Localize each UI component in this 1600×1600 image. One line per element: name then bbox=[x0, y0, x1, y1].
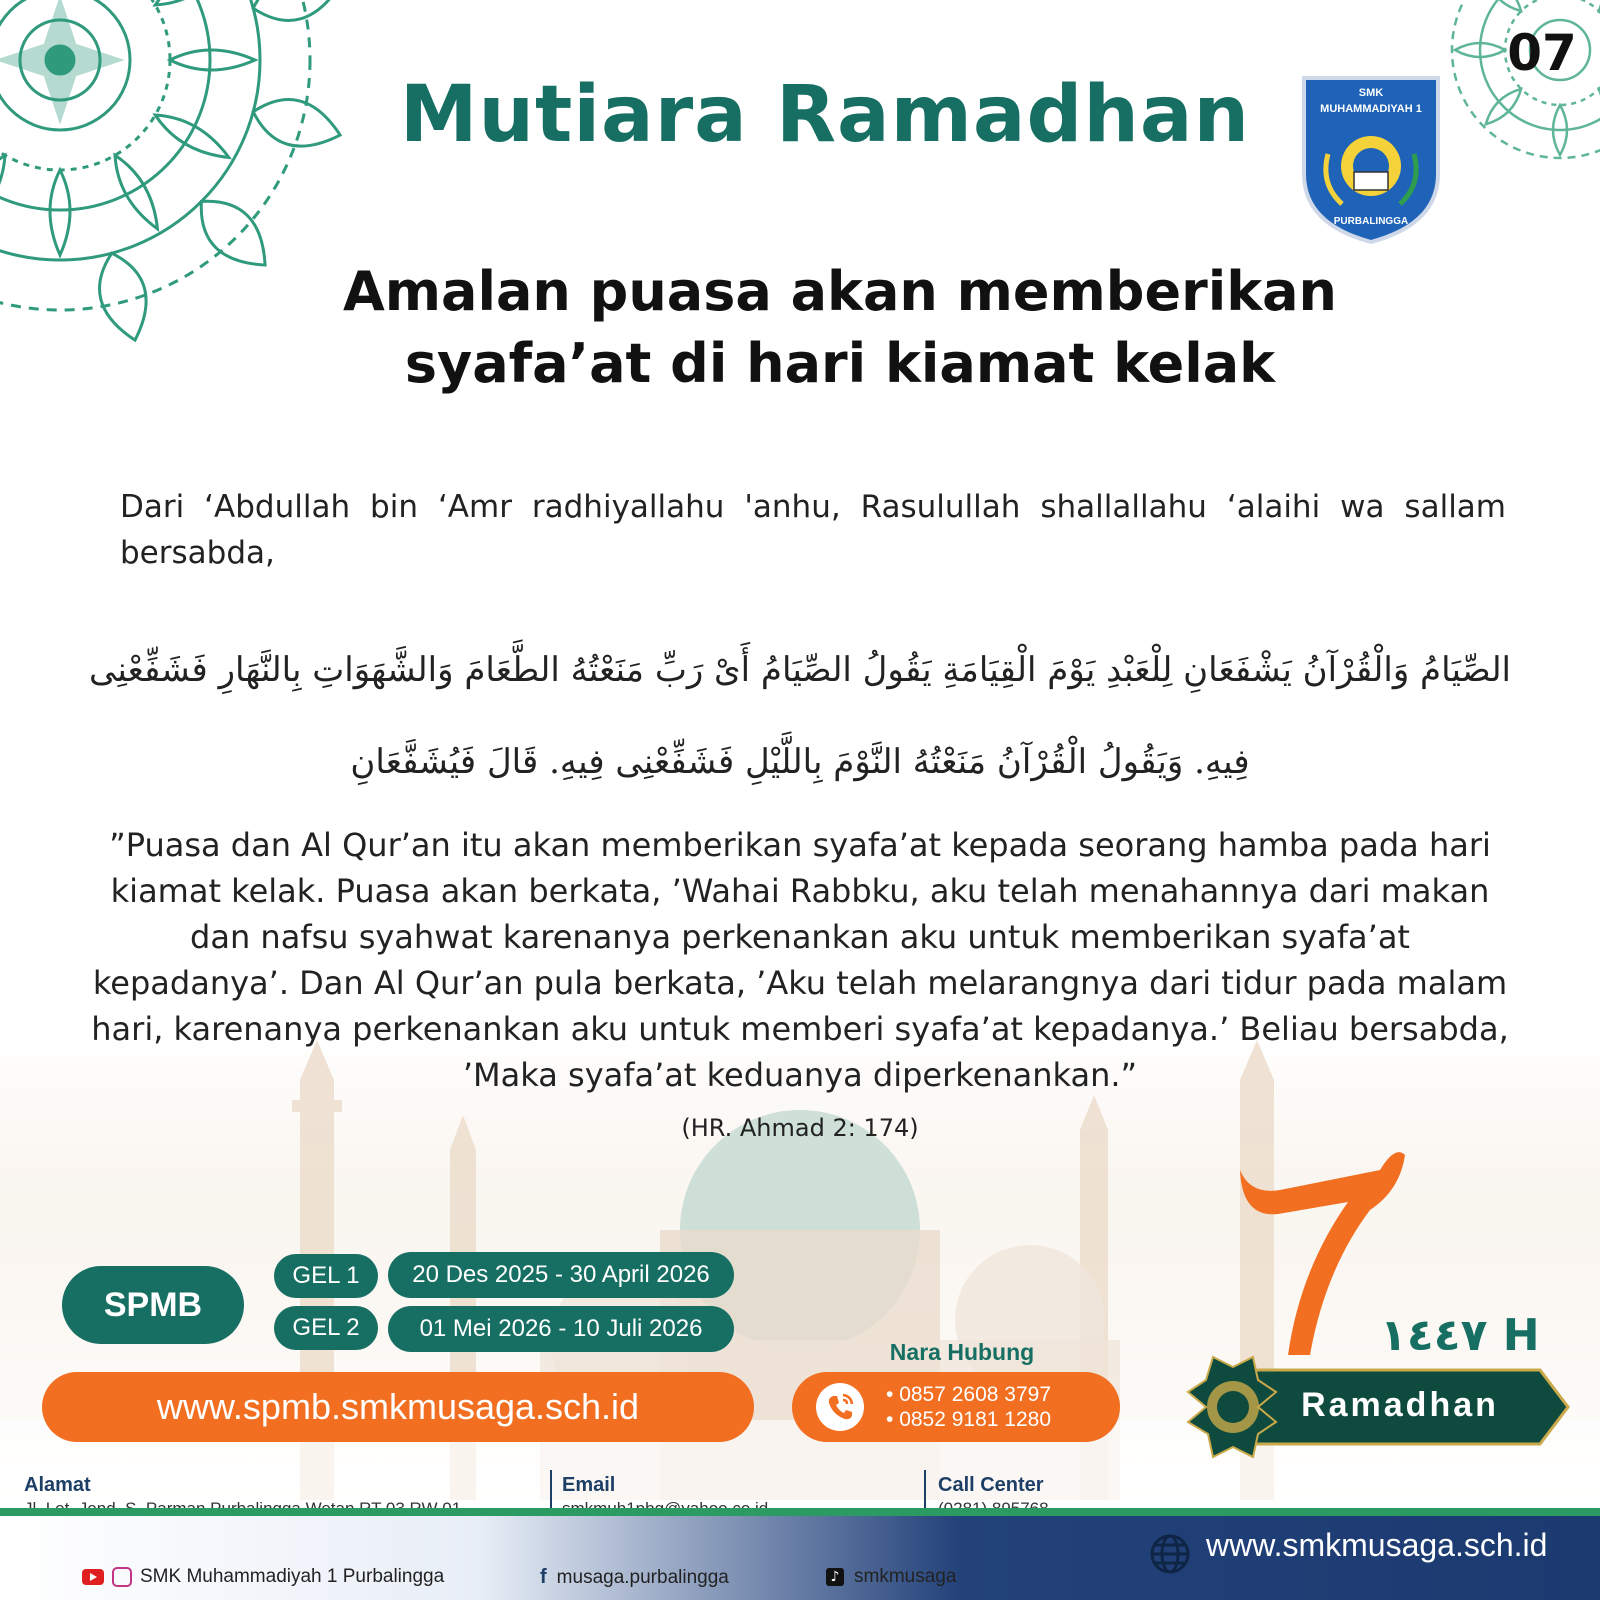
spmb-website-link[interactable]: www.spmb.smkmusaga.sch.id bbox=[42, 1372, 754, 1442]
contact-phone-1[interactable]: • 0857 2608 3797 bbox=[886, 1383, 1052, 1406]
ramadhan-label: Ramadhan bbox=[1301, 1386, 1499, 1424]
logo-text-top: SMK bbox=[1358, 87, 1384, 99]
hadith-intro: Dari ‘Abdullah bin ‘Amr radhiyallahu 'anhu, Rasulullah shallallahu ‘alaihi wa sallam bersabda, bbox=[120, 489, 1506, 571]
school-logo bbox=[1298, 74, 1444, 246]
hadith-translation: ”Puasa dan Al Qur’an itu akan memberikan syafa’at kepada seorang hamba pada hari kiamat kelak. Puasa akan berkata, ’Wahai Rabbku, aku telah menahannya dari makan dan nafsu syahwat karenanya perkenankan aku untuk memberikan syafa’at kepadanya’. Dan Al Qur’an pula berkata, ’Aku telah melarangnya dari tidur pada malam hari, karenanya perkenankan aku untuk memberi syafa’at kepadanya.’ Beliau bersabda, ’Maka syafa’at keduanya diperkenankan.” bbox=[91, 826, 1509, 1094]
article-headline bbox=[250, 256, 1430, 400]
spmb-badge: SPMB bbox=[62, 1266, 244, 1344]
social-youtube-instagram-label: SMK Muhammadiyah 1 Purbalingga bbox=[140, 1566, 445, 1587]
logo-text-middle: MUHAMMADIYAH 1 bbox=[1320, 103, 1422, 115]
wave-1-dates: 20 Des 2025 - 30 April 2026 bbox=[388, 1252, 734, 1298]
facebook-icon: f bbox=[540, 1566, 547, 1588]
tiktok-icon: ♪ bbox=[826, 1568, 844, 1586]
wave-2-dates: 01 Mei 2026 - 10 Juli 2026 bbox=[388, 1306, 734, 1352]
headline-line-1: Amalan puasa akan memberikan bbox=[342, 260, 1338, 323]
social-facebook[interactable] bbox=[540, 1566, 729, 1589]
hadith-arabic-text: الصِّيَامُ وَالْقُرْآنُ يَشْفَعَانِ لِلْعَبْدِ يَوْمَ الْقِيَامَةِ يَقُولُ الصِّيَامُ أَىْ رَبِّ مَنَعْتُهُ الطَّعَامَ وَالشَّهَوَاتِ بِالنَّهَارِ فَشَفِّعْنِى فِيهِ. وَيَقُولُ الْقُرْآنُ مَنَعْتُهُ النَّوْمَ بِاللَّيْلِ فَشَفِّعْنِى فِيهِ. قَالَ فَيُشَفَّعَانِ bbox=[88, 650, 1512, 782]
wave-2-label: GEL 2 bbox=[274, 1306, 378, 1350]
headline-line-2: syafa’at di hari kiamat kelak bbox=[404, 332, 1276, 395]
social-tiktok-label: smkmusaga bbox=[854, 1566, 957, 1587]
page-title: Mutiara Ramadhan bbox=[399, 70, 1251, 160]
globe-icon bbox=[1148, 1532, 1192, 1576]
issue-number: 07 bbox=[1507, 24, 1577, 82]
instagram-icon bbox=[112, 1567, 132, 1587]
contact-phone-2[interactable]: • 0852 9181 1280 bbox=[886, 1408, 1052, 1431]
phone-icon bbox=[816, 1383, 864, 1431]
social-youtube-instagram[interactable] bbox=[82, 1566, 444, 1588]
address-heading: Alamat bbox=[24, 1474, 91, 1496]
call-center-heading: Call Center bbox=[938, 1474, 1044, 1496]
contact-label: Nara Hubung bbox=[889, 1339, 1035, 1365]
social-tiktok[interactable] bbox=[826, 1566, 956, 1588]
footer-accent-bar bbox=[0, 1508, 1600, 1516]
logo-text-bottom: PURBALINGGA bbox=[1333, 216, 1409, 227]
youtube-icon bbox=[82, 1569, 104, 1585]
school-website-link[interactable]: www.smkmusaga.sch.id bbox=[1206, 1527, 1548, 1563]
social-facebook-label: musaga.purbalingga bbox=[556, 1566, 729, 1588]
hadith-source: (HR. Ahmad 2: 174) bbox=[681, 1114, 919, 1142]
hijri-year: ١٤٤٧ H bbox=[1380, 1310, 1540, 1361]
contact-phones-box[interactable] bbox=[792, 1372, 1120, 1442]
email-heading: Email bbox=[562, 1474, 616, 1496]
wave-1-label: GEL 1 bbox=[274, 1254, 378, 1298]
